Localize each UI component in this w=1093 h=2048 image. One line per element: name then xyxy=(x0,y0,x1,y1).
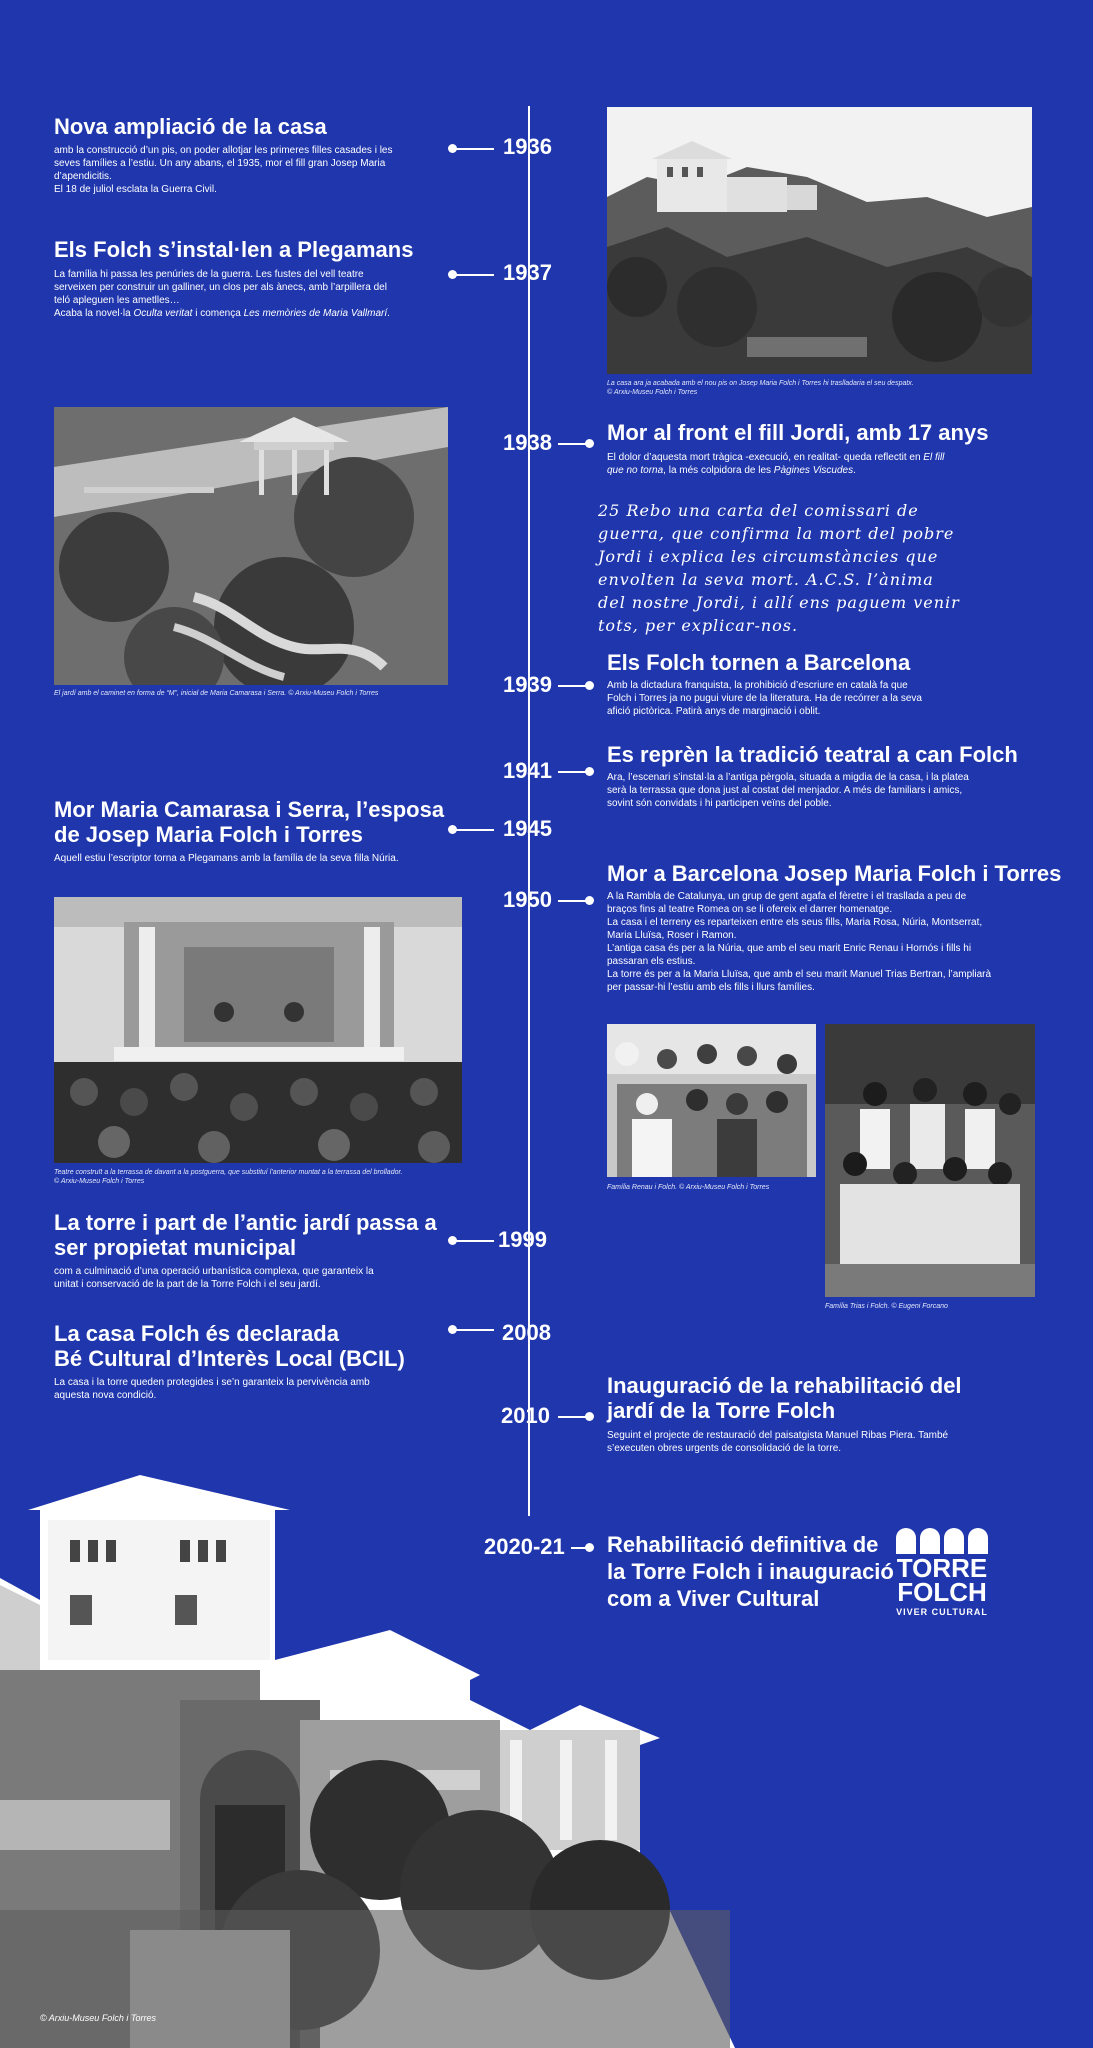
year-1999: 1999 xyxy=(498,1227,547,1252)
title-line: La casa Folch és declarada xyxy=(54,1321,339,1346)
desc-line: com a culminació d’una operació urbanística complexa, que garanteix la xyxy=(54,1266,374,1277)
title-line: ser propietat municipal xyxy=(54,1235,297,1260)
year-1945: 1945 xyxy=(503,816,552,841)
year-1939: 1939 xyxy=(503,672,552,697)
title-1941: Es reprèn la tradició teatral a can Folch xyxy=(607,742,1018,767)
caption-line: © Arxiu-Museu Folch i Torres xyxy=(607,389,698,396)
connector-line xyxy=(452,1329,494,1331)
connector-line xyxy=(452,274,494,276)
year-1938: 1938 xyxy=(503,430,552,455)
title-line: Inauguració de la rehabilitació del xyxy=(607,1373,962,1398)
title-1938: Mor al front el fill Jordi, amb 17 anys xyxy=(607,420,989,445)
desc-line xyxy=(607,464,1007,477)
caption-line: Teatre construït a la terrassa de davant a la postguerra, que substituí l’anterior muntat a la terrassa del brollador. xyxy=(54,1169,403,1176)
desc-line: La casa i el terreny es reparteixen entre els seus fills, Maria Rosa, Núria, Montserrat, xyxy=(607,917,983,928)
desc-line: Ara, l’escenari s’instal·la a l’antiga pèrgola, situada a migdia de la casa, i la platea xyxy=(607,772,969,783)
desc-line: serà la terrassa que dona just al costat del menjador. A més de familiars i amics, xyxy=(607,785,963,796)
desc-1999 xyxy=(54,1265,454,1291)
desc-line: passaran els estius. xyxy=(607,956,696,967)
desc-line: sovint són convidats i hi participen veïns del poble. xyxy=(607,798,832,809)
title-line: de Josep Maria Folch i Torres xyxy=(54,822,363,847)
caption-line: © Arxiu-Museu Folch i Torres xyxy=(54,1178,145,1185)
desc-1938 xyxy=(607,451,1007,477)
year-2020-21: 2020-21 xyxy=(484,1534,565,1559)
caption-trias: Família Trias i Folch. © Eugeni Forcano xyxy=(825,1303,948,1310)
desc-line: A la Rambla de Catalunya, un grup de gent agafa el fèretre i el trasllada a peu de xyxy=(607,891,967,902)
desc-line: per passar-hi l’estiu amb els fills i llurs famílies. xyxy=(607,982,815,993)
handwritten-line: 25 Rebo una carta del comissari de xyxy=(598,501,919,520)
text: , la més colpidora de les xyxy=(663,465,774,476)
desc-line: El 18 de juliol esclata la Guerra Civil. xyxy=(54,184,217,195)
torre-folch-building-photo xyxy=(0,1470,1093,2048)
caption-renau: Família Renau i Folch. © Arxiu-Museu Folch i Torres xyxy=(607,1184,770,1191)
caption-theatre xyxy=(54,1168,403,1186)
theatre-photo xyxy=(54,897,462,1163)
logo-subtitle: VIVER CULTURAL xyxy=(896,1607,988,1617)
title-line: Rehabilitació definitiva de xyxy=(607,1532,879,1557)
connector-dot xyxy=(585,681,594,690)
text: . xyxy=(853,465,856,476)
timeline-spine xyxy=(528,106,530,1516)
title-1937: Els Folch s’instal·len a Plegamans xyxy=(54,237,414,262)
year-1950: 1950 xyxy=(503,887,552,912)
connector-dot xyxy=(585,896,594,905)
title-line: com a Viver Cultural xyxy=(607,1586,820,1611)
desc-line: d’apendicitis. xyxy=(54,171,112,182)
handwritten-line: envolten la seva mort. A.C.S. l’ànima xyxy=(598,570,934,589)
caption-bottom: © Arxiu-Museu Folch i Torres xyxy=(40,2013,156,2023)
book-title: Pàgines Viscudes xyxy=(773,465,854,476)
desc-line: teló apleguen les ametlles… xyxy=(54,295,180,306)
handwritten-line: Jordi i explica les circumstàncies que xyxy=(598,547,939,566)
year-2008: 2008 xyxy=(502,1320,551,1345)
desc-line: La torre és per a la Maria Lluïsa, que amb el seu marit Manuel Trias Bertran, l’ampliarà xyxy=(607,969,992,980)
desc-line xyxy=(607,451,1007,464)
desc-1937 xyxy=(54,268,444,320)
desc-line: L’antiga casa és per a la Núria, que amb el seu marit Enric Renau i Hornós i fills hi xyxy=(607,943,972,954)
desc-1941 xyxy=(607,771,1037,810)
desc-line: serveixen per construir un galliner, un clos per als ànecs, amb l’arpillera del xyxy=(54,282,387,293)
connector-line xyxy=(452,1240,494,1242)
desc-2008 xyxy=(54,1376,454,1402)
connector-line xyxy=(452,148,494,150)
renau-family-photo xyxy=(607,1024,816,1177)
title-1999 xyxy=(54,1210,437,1260)
connector-line xyxy=(452,829,494,831)
year-2010: 2010 xyxy=(501,1403,550,1428)
title-2008 xyxy=(54,1321,405,1371)
title-line: jardí de la Torre Folch xyxy=(607,1398,836,1423)
title-line: la Torre Folch i inauguració xyxy=(607,1559,894,1584)
house-photo xyxy=(607,107,1032,374)
caption-house xyxy=(607,379,914,397)
caption-line: La casa ara ja acabada amb el nou pis on Josep Maria Folch i Torres hi traslladaria el seu despatx. xyxy=(607,380,914,387)
connector-dot xyxy=(585,767,594,776)
desc-line: aquesta nova condició. xyxy=(54,1390,157,1401)
title-line: Mor Maria Camarasa i Serra, l’esposa xyxy=(54,797,445,822)
desc-1945: Aquell estiu l’escriptor torna a Plegamans amb la família de la seva filla Núria. xyxy=(54,853,399,864)
desc-line: La casa i la torre queden protegides i se’n garanteix la pervivència amb xyxy=(54,1377,370,1388)
desc-2010 xyxy=(607,1429,1027,1455)
connector-dot xyxy=(585,439,594,448)
title-1936: Nova ampliació de la casa xyxy=(54,114,327,139)
text: . xyxy=(387,308,390,319)
desc-line: Folch i Torres ja no pugui viure de la literatura. Ha de recórrer a la seva xyxy=(607,693,922,704)
text: Acaba la novel·la xyxy=(54,308,134,319)
title-2010 xyxy=(607,1373,962,1423)
desc-line: unitat i conservació de la part de la Torre Folch i el seu jardí. xyxy=(54,1279,321,1290)
book-title: Les memòries de Maria Vallmarí xyxy=(243,308,388,319)
desc-line: Maria Lluïsa, Roser i Ramon. xyxy=(607,930,737,941)
handwritten-line: tots, per explicar-nos. xyxy=(598,616,799,635)
title-1945 xyxy=(54,797,444,847)
desc-1939 xyxy=(607,679,1007,718)
desc-line: Amb la dictadura franquista, la prohibició d’escriure en català fa que xyxy=(607,680,908,691)
desc-1950 xyxy=(607,890,1047,994)
year-1936: 1936 xyxy=(503,134,552,159)
desc-line: afició pictòrica. Patirà anys de marginació i oblit. xyxy=(607,706,821,717)
handwritten-line: guerra, que confirma la mort del pobre xyxy=(598,524,955,543)
desc-line: La família hi passa les penúries de la guerra. Les fustes del vell teatre xyxy=(54,269,364,280)
text: El dolor d’aquesta mort tràgica -execució, en realitat- queda reflectit en xyxy=(607,452,924,463)
year-1937: 1937 xyxy=(503,260,552,285)
logo-line-2: FOLCH xyxy=(897,1577,987,1607)
caption-garden: El jardí amb el caminet en forma de “M”, inicial de Maria Camarasa i Serra. © Arxiu-Museu Folch i Torres xyxy=(54,690,379,697)
trias-family-photo xyxy=(825,1024,1035,1297)
handwritten-note xyxy=(598,499,1038,637)
logo-line-1: TORRE xyxy=(896,1553,988,1583)
handwritten-line: del nostre Jordi, i allí ens paguem venir xyxy=(598,593,960,612)
garden-photo xyxy=(54,407,448,685)
desc-line: seves famílies a l’estiu. Un any abans, el 1935, mor el fill gran Josep Maria xyxy=(54,158,386,169)
desc-line: Seguint el projecte de restauració del paisatgista Manuel Ribas Piera. També xyxy=(607,1430,949,1441)
book-title: El fill xyxy=(923,452,945,463)
title-1950: Mor a Barcelona Josep Maria Folch i Torres xyxy=(607,861,1062,886)
year-1941: 1941 xyxy=(503,758,552,783)
title-1939: Els Folch tornen a Barcelona xyxy=(607,650,911,675)
desc-line: s’executen obres urgents de consolidació de la torre. xyxy=(607,1443,842,1454)
desc-line: amb la construcció d’un pis, on poder allotjar les primeres filles casades i les xyxy=(54,145,393,156)
connector-dot xyxy=(585,1412,594,1421)
title-line: Bé Cultural d’Interès Local (BCIL) xyxy=(54,1346,405,1371)
desc-line xyxy=(54,307,444,320)
title-line: La torre i part de l’antic jardí passa a xyxy=(54,1210,437,1235)
text: i comença xyxy=(192,308,244,319)
book-title: que no torna xyxy=(607,465,664,476)
desc-1936 xyxy=(54,144,444,196)
desc-line: braços fins al teatre Romea on se li ofereix el darrer homenatge. xyxy=(607,904,893,915)
book-title: Oculta veritat xyxy=(133,308,193,319)
